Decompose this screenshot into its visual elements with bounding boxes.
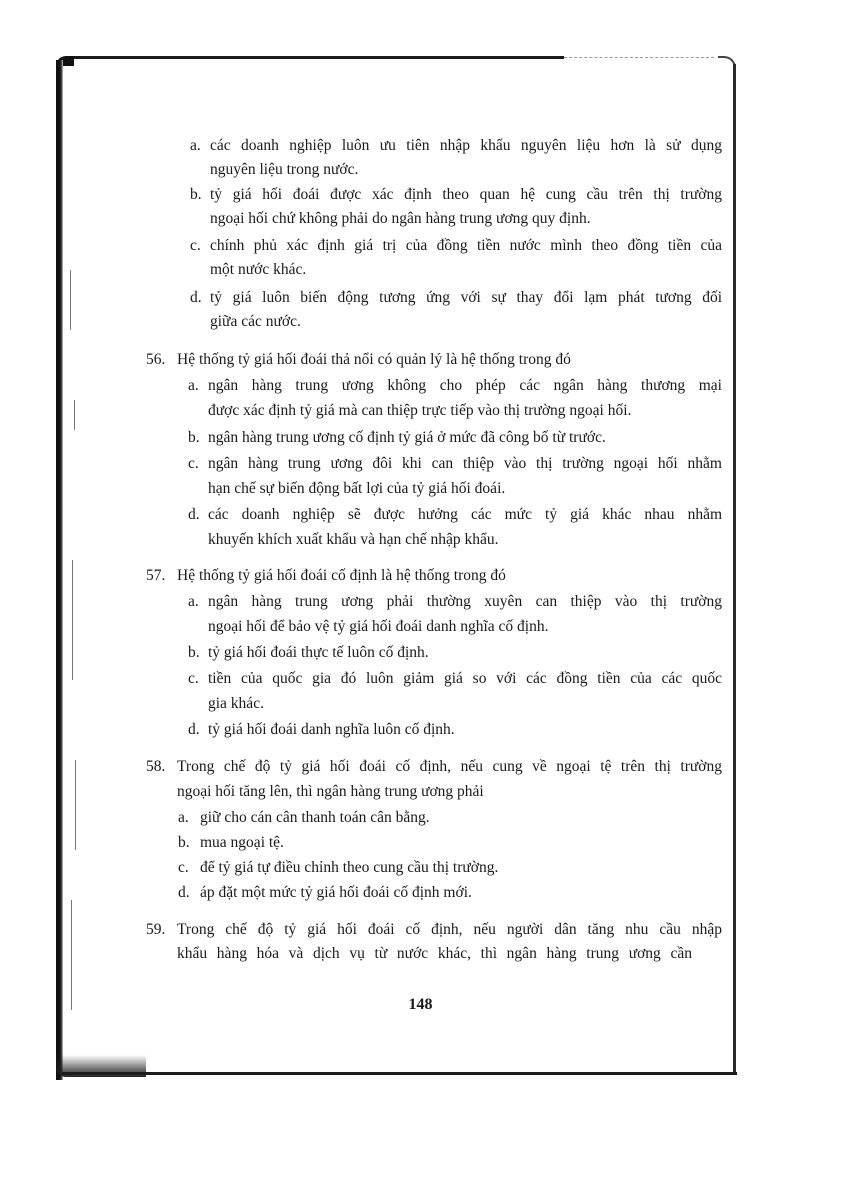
option-label: d. [178,884,190,901]
option-text: tỷ giá luôn biến động tương ứng với sự thay đổi lạm phát tương đối [210,289,722,306]
option-text: áp đặt một mức tỷ giá hối đoái cố định mới. [200,884,472,901]
option-text: chính phủ xác định giá trị của đồng tiền nước mình theo đồng tiền của [210,237,722,254]
option-text: ngoại hối để bảo vệ tỷ giá hối đoái danh nghĩa cố định. [208,618,549,635]
option-label: a. [178,809,189,826]
option-text: giữa các nước. [210,313,301,330]
option-label: d. [190,289,202,306]
question-stem: Trong chế độ tỷ giá hối đoái cố định, nếu cung về ngoại tệ trên thị trường [177,758,722,775]
option-text: mua ngoại tệ. [200,834,284,851]
option-text: tỷ giá hối đoái thực tế luôn cố định. [208,644,429,661]
option-text: các doanh nghiệp sẽ được hưởng các mức tỷ giá khác nhau nhằm [208,506,722,523]
option-text: nguyên liệu trong nước. [210,161,359,178]
question-stem: Hệ thống tỷ giá hối đoái cố định là hệ thống trong đó [177,567,506,584]
option-text: tỷ giá hối đoái danh nghĩa luôn cố định. [208,721,455,738]
option-label: a. [188,593,199,610]
question-stem: Trong chế độ tỷ giá hối đoái cố định, nếu người dân tăng nhu cầu nhập [177,921,722,938]
question-stem: Hệ thống tỷ giá hối đoái thả nổi có quản lý là hệ thống trong đó [177,351,571,368]
question-stem: ngoại hối tăng lên, thì ngân hàng trung ương phải [177,783,484,800]
option-text: một nước khác. [210,261,307,278]
option-label: b. [188,644,200,661]
question-number: 56. [146,351,166,368]
option-text: hạn chế sự biến động bất lợi của tỷ giá hối đoái. [208,480,506,497]
option-label: b. [190,186,202,203]
question-number: 57. [146,567,166,584]
option-label: c. [188,455,199,472]
option-text: ngân hàng trung ương phải thường xuyên can thiệp vào thị trường [208,593,722,610]
option-label: b. [188,429,200,446]
option-label: c. [188,670,199,687]
question-number: 59. [146,921,166,938]
option-text: ngân hàng trung ương không cho phép các ngân hàng thương mại [208,377,722,394]
option-text: gia khác. [208,695,264,712]
option-text: ngoại hối chứ không phải do ngân hàng trung ương quy định. [210,210,591,227]
question-number: 58. [146,758,166,775]
option-text: được xác định tỷ giá mà can thiệp trực tiếp vào thị trường ngoại hối. [208,402,632,419]
option-label: b. [178,834,190,851]
option-text: tiền của quốc gia đó luôn giảm giá so với các đồng tiền của các quốc [208,670,722,687]
option-text: ngân hàng trung ương đôi khi can thiệp vào thị trường ngoại hối nhằm [208,455,722,472]
option-label: a. [188,377,199,394]
page-number: 148 [408,996,433,1013]
option-text: giữ cho cán cân thanh toán cân bằng. [200,809,430,826]
option-text: các doanh nghiệp luôn ưu tiên nhập khẩu nguyên liệu hơn là sử dụng [210,137,722,154]
option-label: c. [190,237,201,254]
option-text: khuyến khích xuất khẩu và hạn chế nhập khẩu. [208,531,499,548]
option-text: ngân hàng trung ương cố định tỷ giá ở mức đã công bố từ trước. [208,429,606,446]
option-text: để tỷ giá tự điều chỉnh theo cung cầu thị trường. [200,859,499,876]
question-stem: khẩu hàng hóa và dịch vụ từ nước khác, thì ngân hàng trung ương cần [177,945,692,962]
option-text: tỷ giá hối đoái được xác định theo quan hệ cung cầu trên thị trường [210,186,722,203]
option-label: a. [190,137,201,154]
option-label: d. [188,506,200,523]
option-label: c. [178,859,189,876]
option-label: d. [188,721,200,738]
